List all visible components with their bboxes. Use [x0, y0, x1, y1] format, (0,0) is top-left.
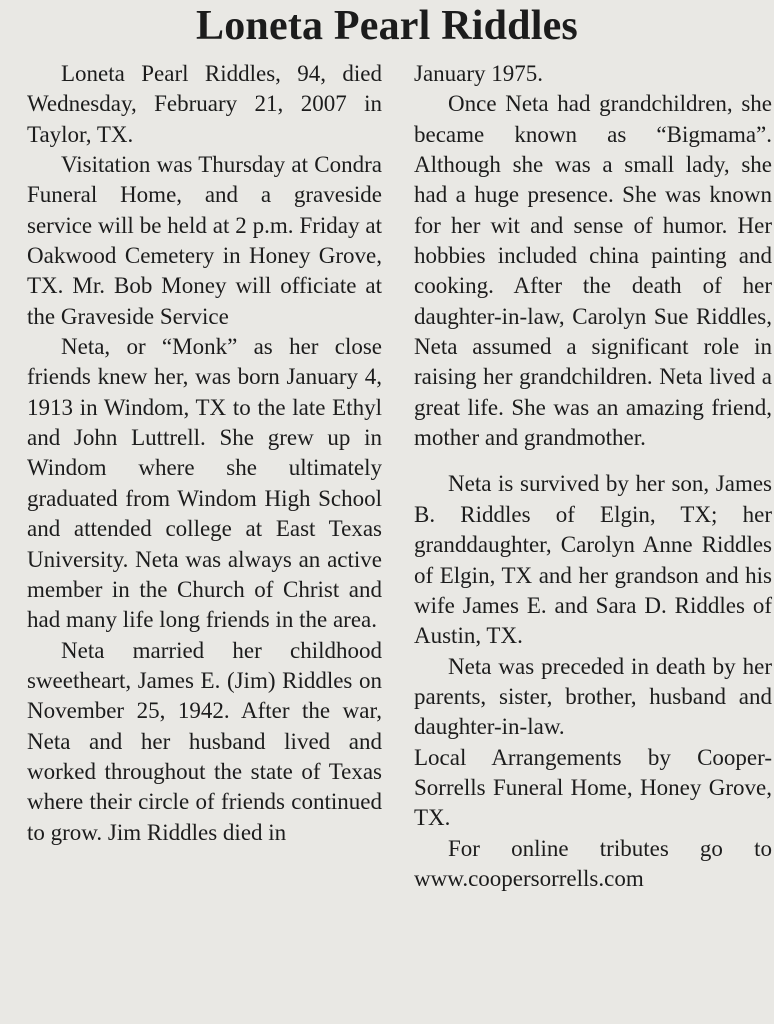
paragraph-marriage-continued: January 1975. — [414, 61, 544, 86]
paragraph-online-tributes: For online tributes go to www.coopersorrells.com — [414, 835, 772, 891]
paragraph-survivors: Neta is survived by her son, James B. Riddles of Elgin, TX; her granddaughter, Carolyn Anne Riddles of Elgin, TX and her grandson and his wife James E. and Sara D. Riddles of Austin, TX. — [414, 471, 772, 649]
paragraph-early-life: Neta, or “Monk” as her close friends knew her, was born January 4, 1913 in Windom, TX to the late Ethyl and John Luttrell. She grew up in Windom where she ultimately graduated from Windom High School and attended college at East Texas University. Neta was always an active member in the Church of Christ and had many life long friends in the area. — [27, 334, 382, 633]
obituary-title: Loneta Pearl Riddles — [196, 3, 578, 49]
paragraph-arrangements: Local Arrangements by Cooper-Sorrells Funeral Home, Honey Grove, TX. — [414, 744, 772, 831]
paragraph-death-notice: Loneta Pearl Riddles, 94, died Wednesday, February 21, 2007 in Taylor, TX. — [27, 61, 382, 147]
paragraph-preceded: Neta was preceded in death by her parents, sister, brother, husband and daughter-in-law. — [414, 653, 772, 740]
paragraph-visitation: Visitation was Thursday at Condra Funeral Home, and a graveside service will be held at 2 p.m. Friday at Oakwood Cemetery in Honey Grove, TX. Mr. Bob Money will officiate at the Graveside Service — [27, 152, 382, 329]
paragraph-marriage: Neta married her childhood sweetheart, James E. (Jim) Riddles on November 25, 1942. After the war, Neta and her husband lived and worked throughout the state of Texas where their circle of friends continued to grow. Jim Riddles died in — [27, 637, 382, 845]
right-column — [414, 59, 772, 894]
left-column — [27, 59, 382, 848]
paragraph-grandmother: Once Neta had grandchildren, she became known as “Bigmama”. Although she was a small lady, she had a huge presence. She was known for her wit and sense of humor. Her hobbies included china painting and cooking. After the death of her daughter-in-law, Carolyn Sue Riddles, Neta assumed a significant role in raising her grandchildren. Neta lived a great life. She was an amazing friend, mother and grandmother. — [414, 91, 772, 451]
